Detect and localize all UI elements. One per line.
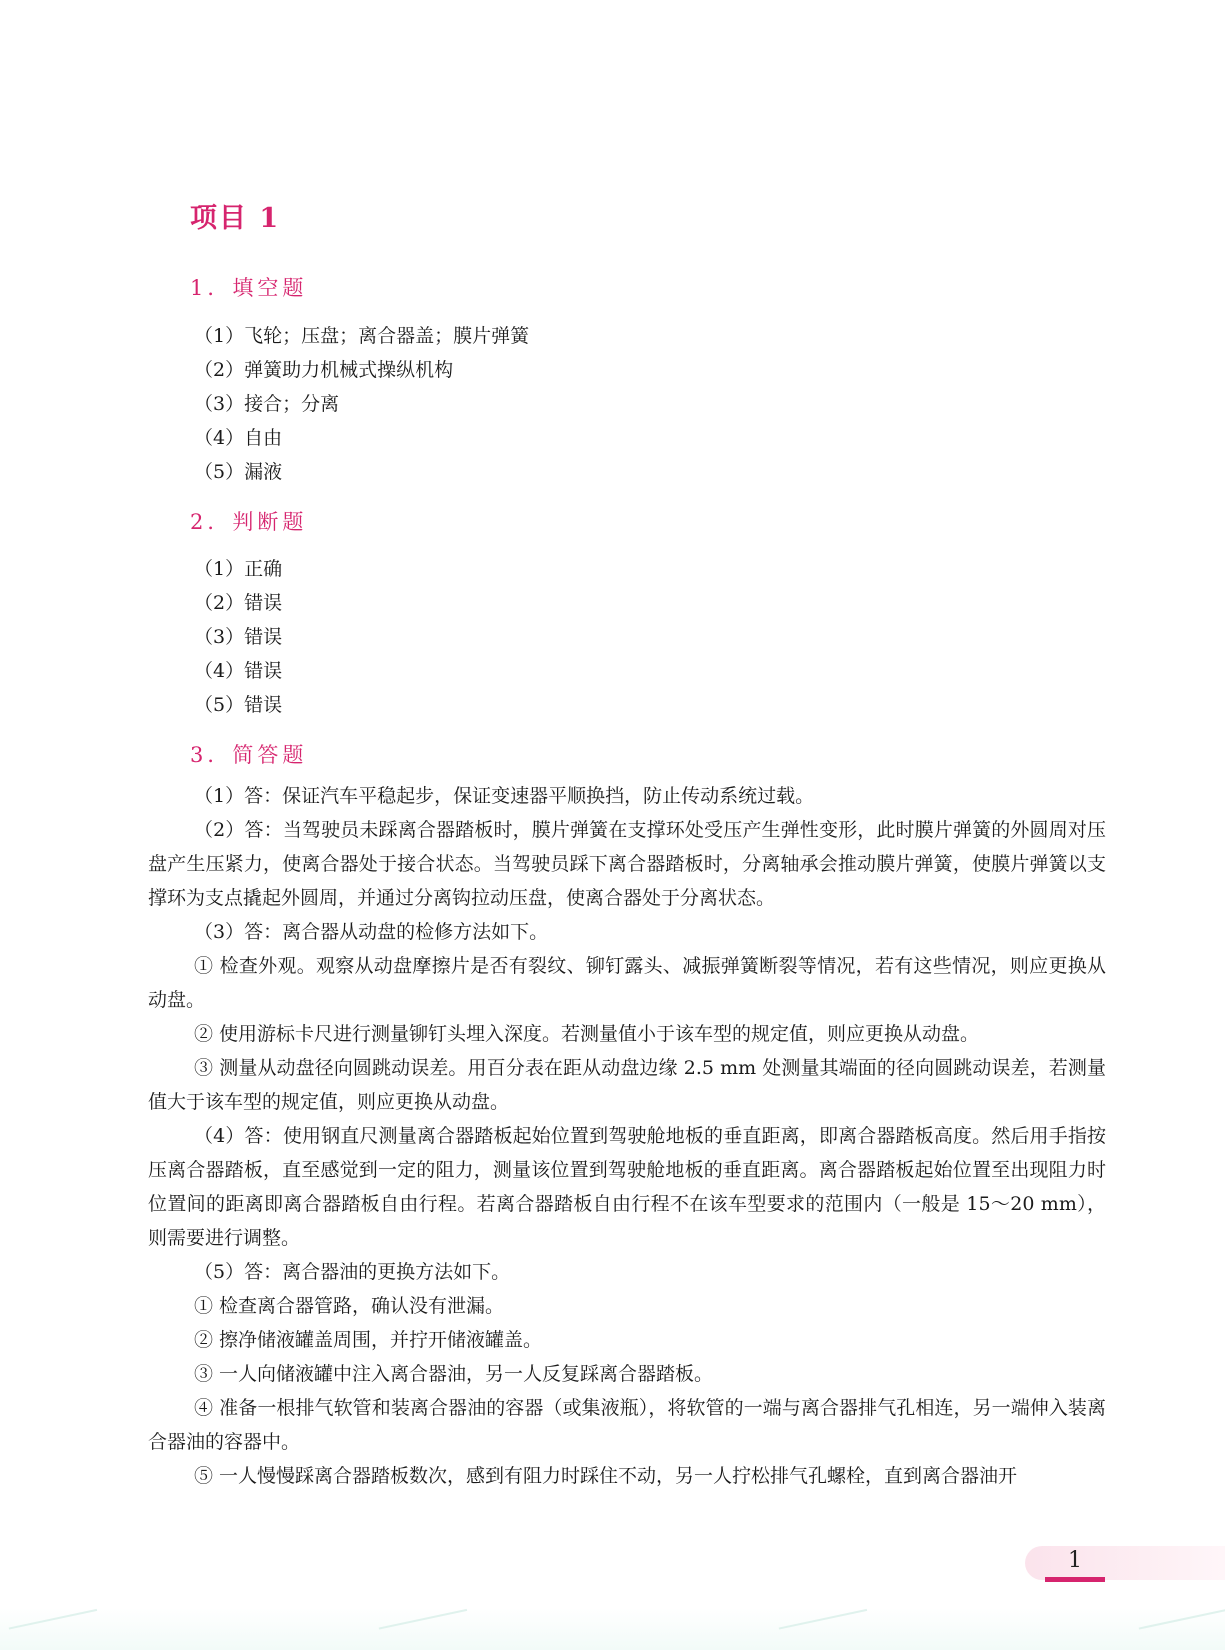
list-item: （2）弹簧助力机械式操纵机构	[194, 359, 454, 381]
list-item: （2）错误	[194, 592, 283, 614]
list-item: （3）错误	[194, 626, 283, 648]
answer-paragraph: ④ 准备一根排气软管和装离合器油的容器（或集液瓶），将软管的一端与离合器排气孔相连，另一端伸入装离合器油的容器中。	[148, 1397, 1106, 1453]
project-title: 项目 1	[190, 203, 281, 234]
list-item: （4）自由	[194, 427, 283, 449]
answer-paragraph: （5）答：离合器油的更换方法如下。	[194, 1261, 511, 1283]
answer-paragraph: ① 检查离合器管路，确认没有泄漏。	[194, 1295, 505, 1317]
answer-paragraph: ② 擦净储液罐盖周围，并拧开储液罐盖。	[194, 1329, 543, 1351]
footer-decoration	[0, 1608, 1225, 1650]
section-title-fill-blank: 1．填空题	[190, 276, 308, 300]
list-item: （1）正确	[194, 558, 283, 580]
section-title-true-false: 2．判断题	[190, 510, 308, 534]
list-item: （5）错误	[194, 694, 283, 716]
answer-paragraph: （3）答：离合器从动盘的检修方法如下。	[194, 921, 549, 943]
answer-paragraph: ③ 一人向储液罐中注入离合器油，另一人反复踩离合器踏板。	[194, 1363, 714, 1385]
answer-paragraph: ③ 测量从动盘径向圆跳动误差。用百分表在距从动盘边缘 2.5 mm 处测量其端面的径向圆跳动误差，若测量值大于该车型的规定值，则应更换从动盘。	[148, 1057, 1106, 1113]
list-item: （5）漏液	[194, 461, 283, 483]
answer-paragraph: ① 检查外观。观察从动盘摩擦片是否有裂纹、铆钉露头、减振弹簧断裂等情况，若有这些情况，则应更换从动盘。	[148, 955, 1106, 1011]
page-number-underline	[1045, 1577, 1105, 1582]
section-title-short-answer: 3．简答题	[190, 743, 308, 767]
list-item: （4）错误	[194, 660, 283, 682]
answer-paragraph: ⑤ 一人慢慢踩离合器踏板数次，感到有阻力时踩住不动，另一人拧松排气孔螺栓，直到离合器油开	[194, 1465, 1018, 1487]
answer-paragraph: ② 使用游标卡尺进行测量铆钉头埋入深度。若测量值小于该车型的规定值，则应更换从动盘。	[194, 1023, 980, 1045]
answer-paragraph: （2）答：当驾驶员未踩离合器踏板时，膜片弹簧在支撑环处受压产生弹性变形，此时膜片弹簧的外圆周对压盘产生压紧力，使离合器处于接合状态。当驾驶员踩下离合器踏板时，分离轴承会推动膜片弹簧，使膜片弹簧以支撑环为支点撬起外圆周，并通过分离钩拉动压盘，使离合器处于分离状态。	[148, 819, 1106, 909]
answer-paragraph: （4）答：使用钢直尺测量离合器踏板起始位置到驾驶舱地板的垂直距离，即离合器踏板高度。然后用手指按压离合器踏板，直至感觉到一定的阻力，测量该位置到驾驶舱地板的垂直距离。离合器踏板起始位置至出现阻力时位置间的距离即离合器踏板自由行程。若离合器踏板自由行程不在该车型要求的范围内（一般是 15～20 mm），则需要进行调整。	[148, 1125, 1106, 1249]
list-item: （3）接合；分离	[194, 393, 340, 415]
list-item: （1）飞轮；压盘；离合器盖；膜片弹簧	[194, 325, 530, 347]
answer-paragraph: （1）答：保证汽车平稳起步，保证变速器平顺换挡，防止传动系统过载。	[194, 785, 815, 807]
page-number: 1	[1068, 1548, 1082, 1573]
